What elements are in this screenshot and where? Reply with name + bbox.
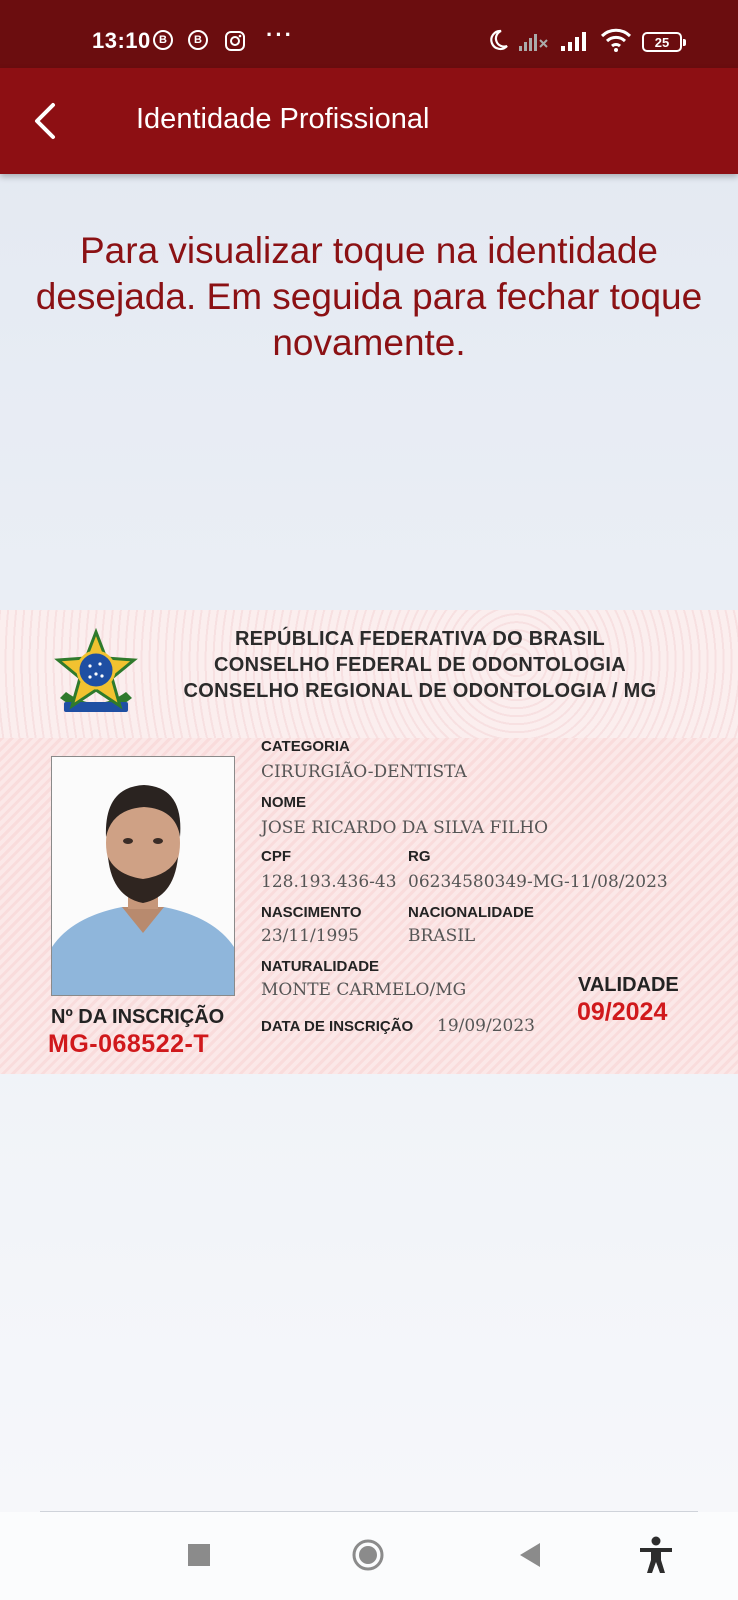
home-button[interactable] xyxy=(351,1538,385,1572)
coat-of-arms-emblem xyxy=(50,628,142,726)
inscricao-value: MG-068522-T xyxy=(48,1030,210,1058)
rg-value: 06234580349-MG-11/08/2023 xyxy=(408,872,668,892)
profile-photo xyxy=(51,756,235,996)
data-inscricao-value: 19/09/2023 xyxy=(437,1016,535,1036)
instagram-icon xyxy=(224,30,246,57)
accessibility-button[interactable] xyxy=(638,1536,674,1574)
naturalidade-label: NATURALIDADE xyxy=(261,958,380,975)
instructions-text: Para visualizar toque na identidade desejada. Em seguida para fechar toque novamente. xyxy=(35,230,703,363)
header-line-2: CONSELHO FEDERAL DE ODONTOLOGIA xyxy=(214,654,626,676)
home-circle-icon xyxy=(351,1538,385,1572)
header-line-1: REPÚBLICA FEDERATIVA DO BRASIL xyxy=(234,628,606,650)
b-circle-icon: B xyxy=(153,30,173,50)
recents-button[interactable] xyxy=(188,1544,210,1566)
battery-icon: 25 xyxy=(642,32,682,52)
signal-off-icon xyxy=(518,30,550,57)
chevron-left-icon xyxy=(31,101,59,141)
cpf-label: CPF xyxy=(261,848,291,865)
validade-value: 09/2024 xyxy=(577,998,668,1026)
moon-icon xyxy=(486,28,510,57)
b-circle-icon: B xyxy=(188,30,208,50)
nascimento-value: 23/11/1995 xyxy=(261,926,359,946)
rg-label: RG xyxy=(408,848,431,865)
nascimento-label: NASCIMENTO xyxy=(261,904,362,921)
nacionalidade-value: BRASIL xyxy=(408,926,476,946)
signal-icon xyxy=(560,30,590,57)
back-button[interactable] xyxy=(20,96,70,146)
data-inscricao-label: DATA DE INSCRIÇÃO xyxy=(261,1018,414,1035)
app-bar xyxy=(0,68,738,174)
header-line-3: CONSELHO REGIONAL DE ODONTOLOGIA / MG xyxy=(183,680,657,702)
system-nav-bar xyxy=(0,1512,738,1600)
nome-value: JOSE RICARDO DA SILVA FILHO xyxy=(261,818,549,838)
identity-card[interactable] xyxy=(0,610,738,1074)
naturalidade-value: MONTE CARMELO/MG xyxy=(261,980,467,1000)
inscricao-label: Nº DA INSCRIÇÃO xyxy=(51,1006,225,1028)
back-triangle-icon xyxy=(518,1542,542,1568)
accessibility-icon xyxy=(638,1536,674,1574)
nome-label: NOME xyxy=(261,794,306,811)
cpf-value: 128.193.436-43 xyxy=(261,872,397,892)
recents-square-icon xyxy=(188,1544,210,1566)
status-bar xyxy=(0,0,738,68)
categoria-value: CIRURGIÃO-DENTISTA xyxy=(261,762,467,782)
status-time: 13:10 xyxy=(92,28,151,53)
more-icon: ··· xyxy=(266,22,294,47)
page-title: Identidade Profissional xyxy=(136,103,430,135)
categoria-label: CATEGORIA xyxy=(261,738,350,755)
back-nav-button[interactable] xyxy=(518,1542,542,1568)
wifi-icon xyxy=(600,28,632,57)
validade-label: VALIDADE xyxy=(578,974,679,996)
nacionalidade-label: NACIONALIDADE xyxy=(408,904,534,921)
